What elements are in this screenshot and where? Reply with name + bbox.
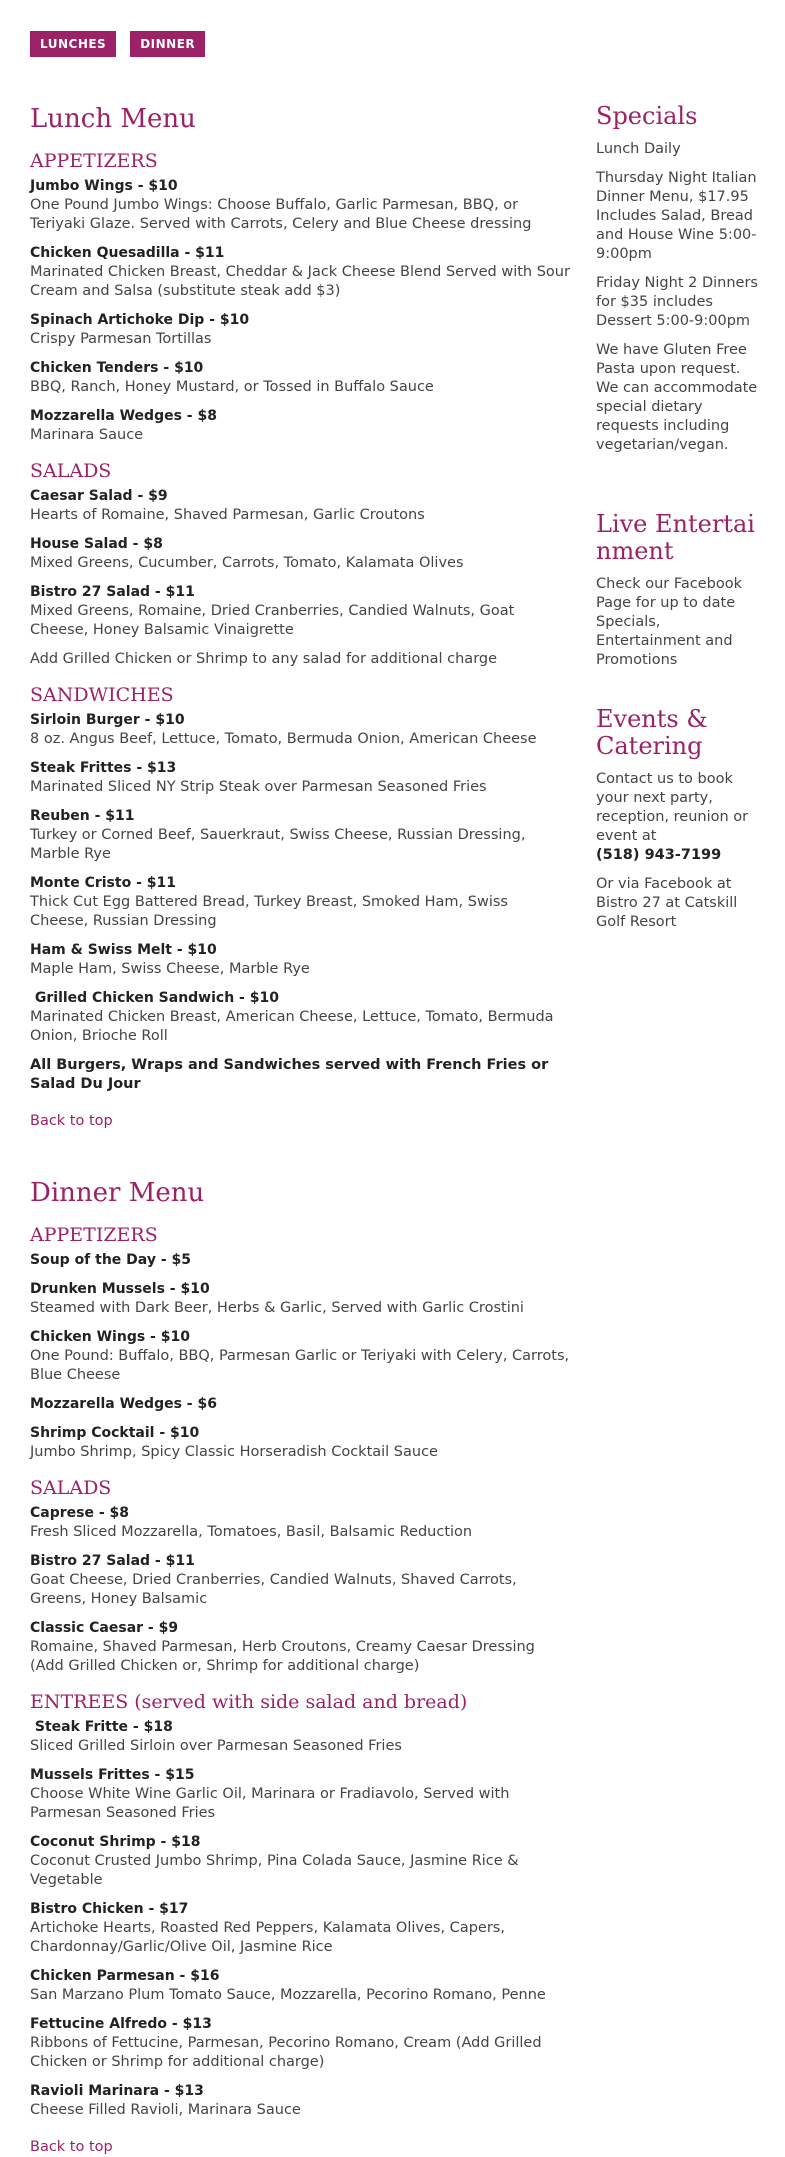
menu-item-name: Soup of the Day - $5 bbox=[30, 1252, 191, 1268]
menu-item bbox=[30, 1424, 570, 1462]
menu-item-name: Coconut Shrimp - $18 bbox=[30, 1834, 201, 1850]
live-entertainment-block bbox=[596, 511, 758, 670]
events-catering-title: Events & Catering bbox=[596, 705, 708, 760]
menu-item-name: Ham & Swiss Melt - $10 bbox=[30, 942, 217, 958]
menu-item bbox=[30, 359, 570, 397]
menu-item-description: Coconut Crusted Jumbo Shrimp, Pina Colada Sauce, Jasmine Rice & Vegetable bbox=[30, 1853, 519, 1888]
menu-item bbox=[30, 487, 570, 525]
menu-item-name: Sirloin Burger - $10 bbox=[30, 712, 185, 728]
menu-item bbox=[30, 989, 570, 1046]
menu-item bbox=[30, 941, 570, 979]
events-catering-outro: Or via Facebook at Bistro 27 at Catskill Golf Resort bbox=[596, 876, 738, 930]
menu-item-name: Caprese - $8 bbox=[30, 1505, 130, 1521]
menu-item-description: Steamed with Dark Beer, Herbs & Garlic, Served with Garlic Crostini bbox=[30, 1300, 524, 1316]
specials-title: Specials bbox=[596, 102, 698, 130]
menu-item-name: Mussels Frittes - $15 bbox=[30, 1767, 195, 1783]
dinner-salads-list bbox=[30, 1504, 570, 1676]
menu-item bbox=[30, 2015, 570, 2072]
menu-item-description: Mixed Greens, Romaine, Dried Cranberries, Candied Walnuts, Goat Cheese, Honey Balsamic Vinaigrette bbox=[30, 603, 515, 638]
menu-item-description: BBQ, Ranch, Honey Mustard, or Tossed in Buffalo Sauce bbox=[30, 379, 434, 395]
lunch-sandwiches-list bbox=[30, 711, 570, 1046]
menu-item-name: Mozzarella Wedges - $8 bbox=[30, 408, 217, 424]
menu-item-description: Choose White Wine Garlic Oil, Marinara or Fradiavolo, Served with Parmesan Seasoned Fries bbox=[30, 1786, 510, 1821]
menu-item-name: Monte Cristo - $11 bbox=[30, 875, 176, 891]
menu-item bbox=[30, 807, 570, 864]
menu-item-description: Maple Ham, Swiss Cheese, Marble Rye bbox=[30, 961, 310, 977]
menu-item-description: Artichoke Hearts, Roasted Red Peppers, Kalamata Olives, Capers, Chardonnay/Garlic/Olive Oil, Jasmine Rice bbox=[30, 1920, 505, 1955]
menu-item bbox=[30, 1900, 570, 1957]
menu-item-description: Romaine, Shaved Parmesan, Herb Croutons, Creamy Caesar Dressing (Add Grilled Chicken or, Shrimp for additional charge) bbox=[30, 1639, 535, 1674]
dinner-menu-title: Dinner Menu bbox=[30, 1178, 205, 1208]
menu-item-description: Marinated Chicken Breast, Cheddar & Jack Cheese Blend Served with Sour Cream and Salsa (substitute steak add $3) bbox=[30, 264, 570, 299]
dinner-back-to-top-link[interactable]: Back to top bbox=[30, 2139, 113, 2155]
main-content bbox=[30, 103, 570, 2157]
dinner-appetizers-list bbox=[30, 1251, 570, 1462]
menu-item-name: Jumbo Wings - $10 bbox=[30, 178, 178, 194]
menu-item-name: Chicken Quesadilla - $11 bbox=[30, 245, 225, 261]
lunch-back-to-top-link[interactable]: Back to top bbox=[30, 1113, 113, 1129]
menu-item bbox=[30, 1619, 570, 1676]
menu-item-description: Ribbons of Fettucine, Parmesan, Pecorino Romano, Cream (Add Grilled Chicken or Shrimp for additional charge) bbox=[30, 2035, 542, 2070]
lunch-menu bbox=[30, 103, 570, 1131]
menu-item-name: Reuben - $11 bbox=[30, 808, 135, 824]
menu-item-name: Steak Fritte - $18 bbox=[30, 1719, 173, 1735]
menu-item-name: House Salad - $8 bbox=[30, 536, 163, 552]
menu-item-description: Marinated Chicken Breast, American Cheese, Lettuce, Tomato, Bermuda Onion, Brioche Roll bbox=[30, 1009, 554, 1044]
menu-item-name: Grilled Chicken Sandwich - $10 bbox=[30, 990, 279, 1006]
menu-item-description: San Marzano Plum Tomato Sauce, Mozzarella, Pecorino Romano, Penne bbox=[30, 1987, 546, 2003]
menu-item-name: Ravioli Marinara - $13 bbox=[30, 2083, 204, 2099]
menu-item-description: One Pound: Buffalo, BBQ, Parmesan Garlic or Teriyaki with Celery, Carrots, Blue Cheese bbox=[30, 1348, 570, 1383]
menu-item-description: One Pound Jumbo Wings: Choose Buffalo, Garlic Parmesan, BBQ, or Teriyaki Glaze. Served with Carrots, Celery and Blue Cheese dressing bbox=[30, 197, 532, 232]
menu-item-name: Mozzarella Wedges - $6 bbox=[30, 1396, 217, 1412]
lunch-salads-note: Add Grilled Chicken or Shrimp to any salad for additional charge bbox=[30, 651, 498, 667]
menu-item bbox=[30, 1718, 570, 1756]
live-entertainment-title: Live Entertainment bbox=[596, 510, 755, 565]
menu-item-description: Marinara Sauce bbox=[30, 427, 144, 443]
specials-paragraph: Friday Night 2 Dinners for $35 includes Dessert 5:00-9:00pm bbox=[596, 275, 758, 329]
dinner-entrees-list bbox=[30, 1718, 570, 2120]
menu-item bbox=[30, 244, 570, 301]
specials-block bbox=[596, 103, 758, 455]
menu-item bbox=[30, 1833, 570, 1890]
menu-item-description: Mixed Greens, Cucumber, Carrots, Tomato, Kalamata Olives bbox=[30, 555, 464, 571]
menu-item-name: Chicken Parmesan - $16 bbox=[30, 1968, 220, 1984]
menu-item-description: Cheese Filled Ravioli, Marinara Sauce bbox=[30, 2102, 301, 2118]
menu-item-description: Sliced Grilled Sirloin over Parmesan Seasoned Fries bbox=[30, 1738, 402, 1754]
phone-number[interactable]: (518) 943-7199 bbox=[596, 847, 722, 863]
dinner-salads-heading: SALADS bbox=[30, 1477, 112, 1499]
menu-item-name: Chicken Tenders - $10 bbox=[30, 360, 204, 376]
menu-item-name: Bistro 27 Salad - $11 bbox=[30, 584, 195, 600]
menu-item-description: Turkey or Corned Beef, Sauerkraut, Swiss Cheese, Russian Dressing, Marble Rye bbox=[30, 827, 526, 862]
menu-item bbox=[30, 1328, 570, 1385]
menu-item bbox=[30, 1504, 570, 1542]
events-catering-block bbox=[596, 706, 758, 932]
specials-paragraph: We have Gluten Free Pasta upon request. We can accommodate special dietary requests including vegetarian/vegan. bbox=[596, 342, 758, 453]
menu-item bbox=[30, 1766, 570, 1823]
lunch-sandwiches-heading: SANDWICHES bbox=[30, 684, 174, 706]
menu-item-description: 8 oz. Angus Beef, Lettuce, Tomato, Bermuda Onion, American Cheese bbox=[30, 731, 537, 747]
live-entertainment-text: Check our Facebook Page for up to date Specials, Entertainment and Promotions bbox=[596, 576, 742, 668]
events-catering-intro bbox=[596, 770, 758, 865]
menu-item-description: Crispy Parmesan Tortillas bbox=[30, 331, 212, 347]
menu-item-name: Caesar Salad - $9 bbox=[30, 488, 168, 504]
dinner-entrees-heading: ENTREES (served with side salad and bread) bbox=[30, 1691, 468, 1713]
sidebar bbox=[596, 103, 758, 988]
menu-item bbox=[30, 874, 570, 931]
menu-item-description: Jumbo Shrimp, Spicy Classic Horseradish Cocktail Sauce bbox=[30, 1444, 438, 1460]
menu-item-name: Chicken Wings - $10 bbox=[30, 1329, 190, 1345]
menu-item bbox=[30, 711, 570, 749]
menu-item-name: Fettucine Alfredo - $13 bbox=[30, 2016, 212, 2032]
menu-item bbox=[30, 583, 570, 640]
menu-item-description: Fresh Sliced Mozzarella, Tomatoes, Basil, Balsamic Reduction bbox=[30, 1524, 473, 1540]
menu-item bbox=[30, 311, 570, 349]
tab-dinner[interactable]: DINNER bbox=[130, 31, 205, 57]
menu-item-name: Spinach Artichoke Dip - $10 bbox=[30, 312, 250, 328]
menu-tabs bbox=[30, 31, 205, 57]
lunch-menu-title: Lunch Menu bbox=[30, 104, 196, 134]
lunch-sandwiches-note: All Burgers, Wraps and Sandwiches served with French Fries or Salad Du Jour bbox=[30, 1057, 549, 1092]
dinner-appetizers-heading: APPETIZERS bbox=[30, 1224, 158, 1246]
menu-item-name: Bistro Chicken - $17 bbox=[30, 1901, 189, 1917]
menu-item bbox=[30, 407, 570, 445]
menu-item bbox=[30, 759, 570, 797]
menu-item bbox=[30, 1280, 570, 1318]
menu-item-name: Drunken Mussels - $10 bbox=[30, 1281, 210, 1297]
menu-item-description: Thick Cut Egg Battered Bread, Turkey Breast, Smoked Ham, Swiss Cheese, Russian Dressing bbox=[30, 894, 508, 929]
menu-item bbox=[30, 177, 570, 234]
lunch-appetizers-heading: APPETIZERS bbox=[30, 150, 158, 172]
menu-item-name: Steak Frittes - $13 bbox=[30, 760, 177, 776]
menu-item bbox=[30, 1967, 570, 2005]
menu-item-name: Bistro 27 Salad - $11 bbox=[30, 1553, 195, 1569]
lunch-salads-list bbox=[30, 487, 570, 640]
specials-paragraph: Lunch Daily bbox=[596, 141, 681, 157]
dinner-menu bbox=[30, 1177, 570, 2157]
tab-lunches[interactable]: LUNCHES bbox=[30, 31, 116, 57]
menu-item bbox=[30, 1251, 570, 1270]
menu-item bbox=[30, 535, 570, 573]
events-intro-text: Contact us to book your next party, reception, reunion or event at bbox=[596, 771, 749, 844]
menu-item-description: Goat Cheese, Dried Cranberries, Candied Walnuts, Shaved Carrots, Greens, Honey Balsamic bbox=[30, 1572, 517, 1607]
menu-item-description: Marinated Sliced NY Strip Steak over Parmesan Seasoned Fries bbox=[30, 779, 487, 795]
menu-item-description: Hearts of Romaine, Shaved Parmesan, Garlic Croutons bbox=[30, 507, 425, 523]
lunch-salads-heading: SALADS bbox=[30, 460, 112, 482]
menu-item bbox=[30, 1552, 570, 1609]
menu-item-name: Shrimp Cocktail - $10 bbox=[30, 1425, 200, 1441]
menu-item-name: Classic Caesar - $9 bbox=[30, 1620, 179, 1636]
lunch-appetizers-list bbox=[30, 177, 570, 445]
menu-item bbox=[30, 1395, 570, 1414]
menu-item bbox=[30, 2082, 570, 2120]
specials-paragraph: Thursday Night Italian Dinner Menu, $17.95 Includes Salad, Bread and House Wine 5:00-9:00pm bbox=[596, 170, 757, 262]
